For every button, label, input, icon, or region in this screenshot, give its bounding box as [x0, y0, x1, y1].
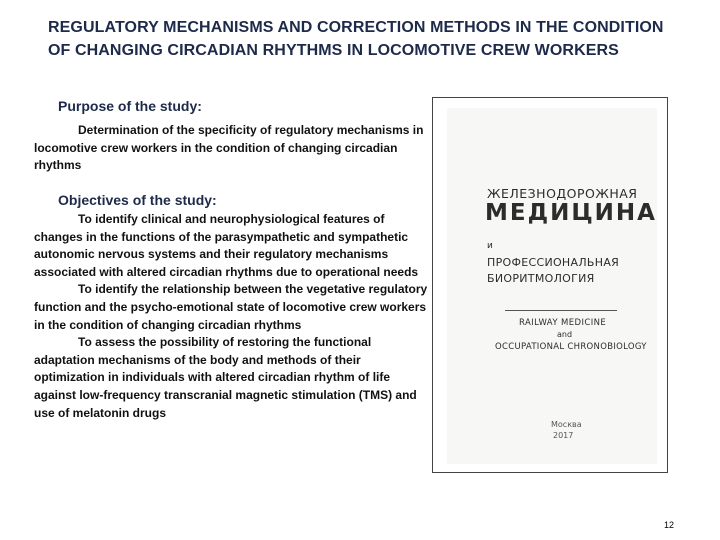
book-cover-image [432, 97, 668, 473]
book-main-title: МЕДИЦИНА [485, 200, 657, 226]
purpose-heading: Purpose of the study: [58, 98, 202, 114]
book-cover [447, 108, 657, 464]
book-year: 2017 [553, 431, 574, 440]
slide-title: REGULATORY MECHANISMS AND CORRECTION METHODS IN THE CONDITION OF CHANGING CIRCADIAN RHYTHMS IN LOCOMOTIVE CREW WORKERS [48, 19, 664, 59]
book-subtitle-line2: БИОРИТМОЛОГИЯ [487, 272, 595, 285]
objective-item-2: To identify the relationship between the vegetative regulatory function and the psycho-emotional state of locomotive crew workers in the condition of changing circadian rhythms [34, 282, 428, 332]
page-number: 12 [664, 520, 675, 530]
purpose-paragraph: Determination of the specificity of regulatory mechanisms in locomotive crew workers in the condition of changing circadian rhythms [34, 123, 424, 173]
book-series-title: ЖЕЛЕЗНОДОРОЖНАЯ [487, 186, 638, 201]
book-and-ru: и [487, 241, 493, 251]
book-subtitle-line1: ПРОФЕССИОНАЛЬНАЯ [487, 256, 620, 269]
book-english-line1: RAILWAY MEDICINE [519, 318, 607, 328]
objectives-heading: Objectives of the study: [58, 192, 217, 208]
objective-item-3: To assess the possibility of restoring the functional adaptation mechanisms of the body and methods of their optimization in individuals with altered circadian rhythm of life against low-frequency transcranial magnetic stimulation (TMS) and use of melatonin drugs [34, 335, 417, 420]
book-english-line2: OCCUPATIONAL CHRONOBIOLOGY [495, 342, 647, 352]
objective-item-1: To identify clinical and neurophysiological features of changes in the functions of the parasympathetic and sympathetic autonomic nervous systems and their regulatory mechanisms associated with altered circadian rhythms due to operational needs [34, 212, 419, 279]
book-english-and: and [557, 330, 573, 339]
book-city: Москва [551, 420, 582, 429]
objectives-list [34, 211, 430, 422]
purpose-text [34, 122, 430, 175]
book-divider [505, 310, 617, 311]
